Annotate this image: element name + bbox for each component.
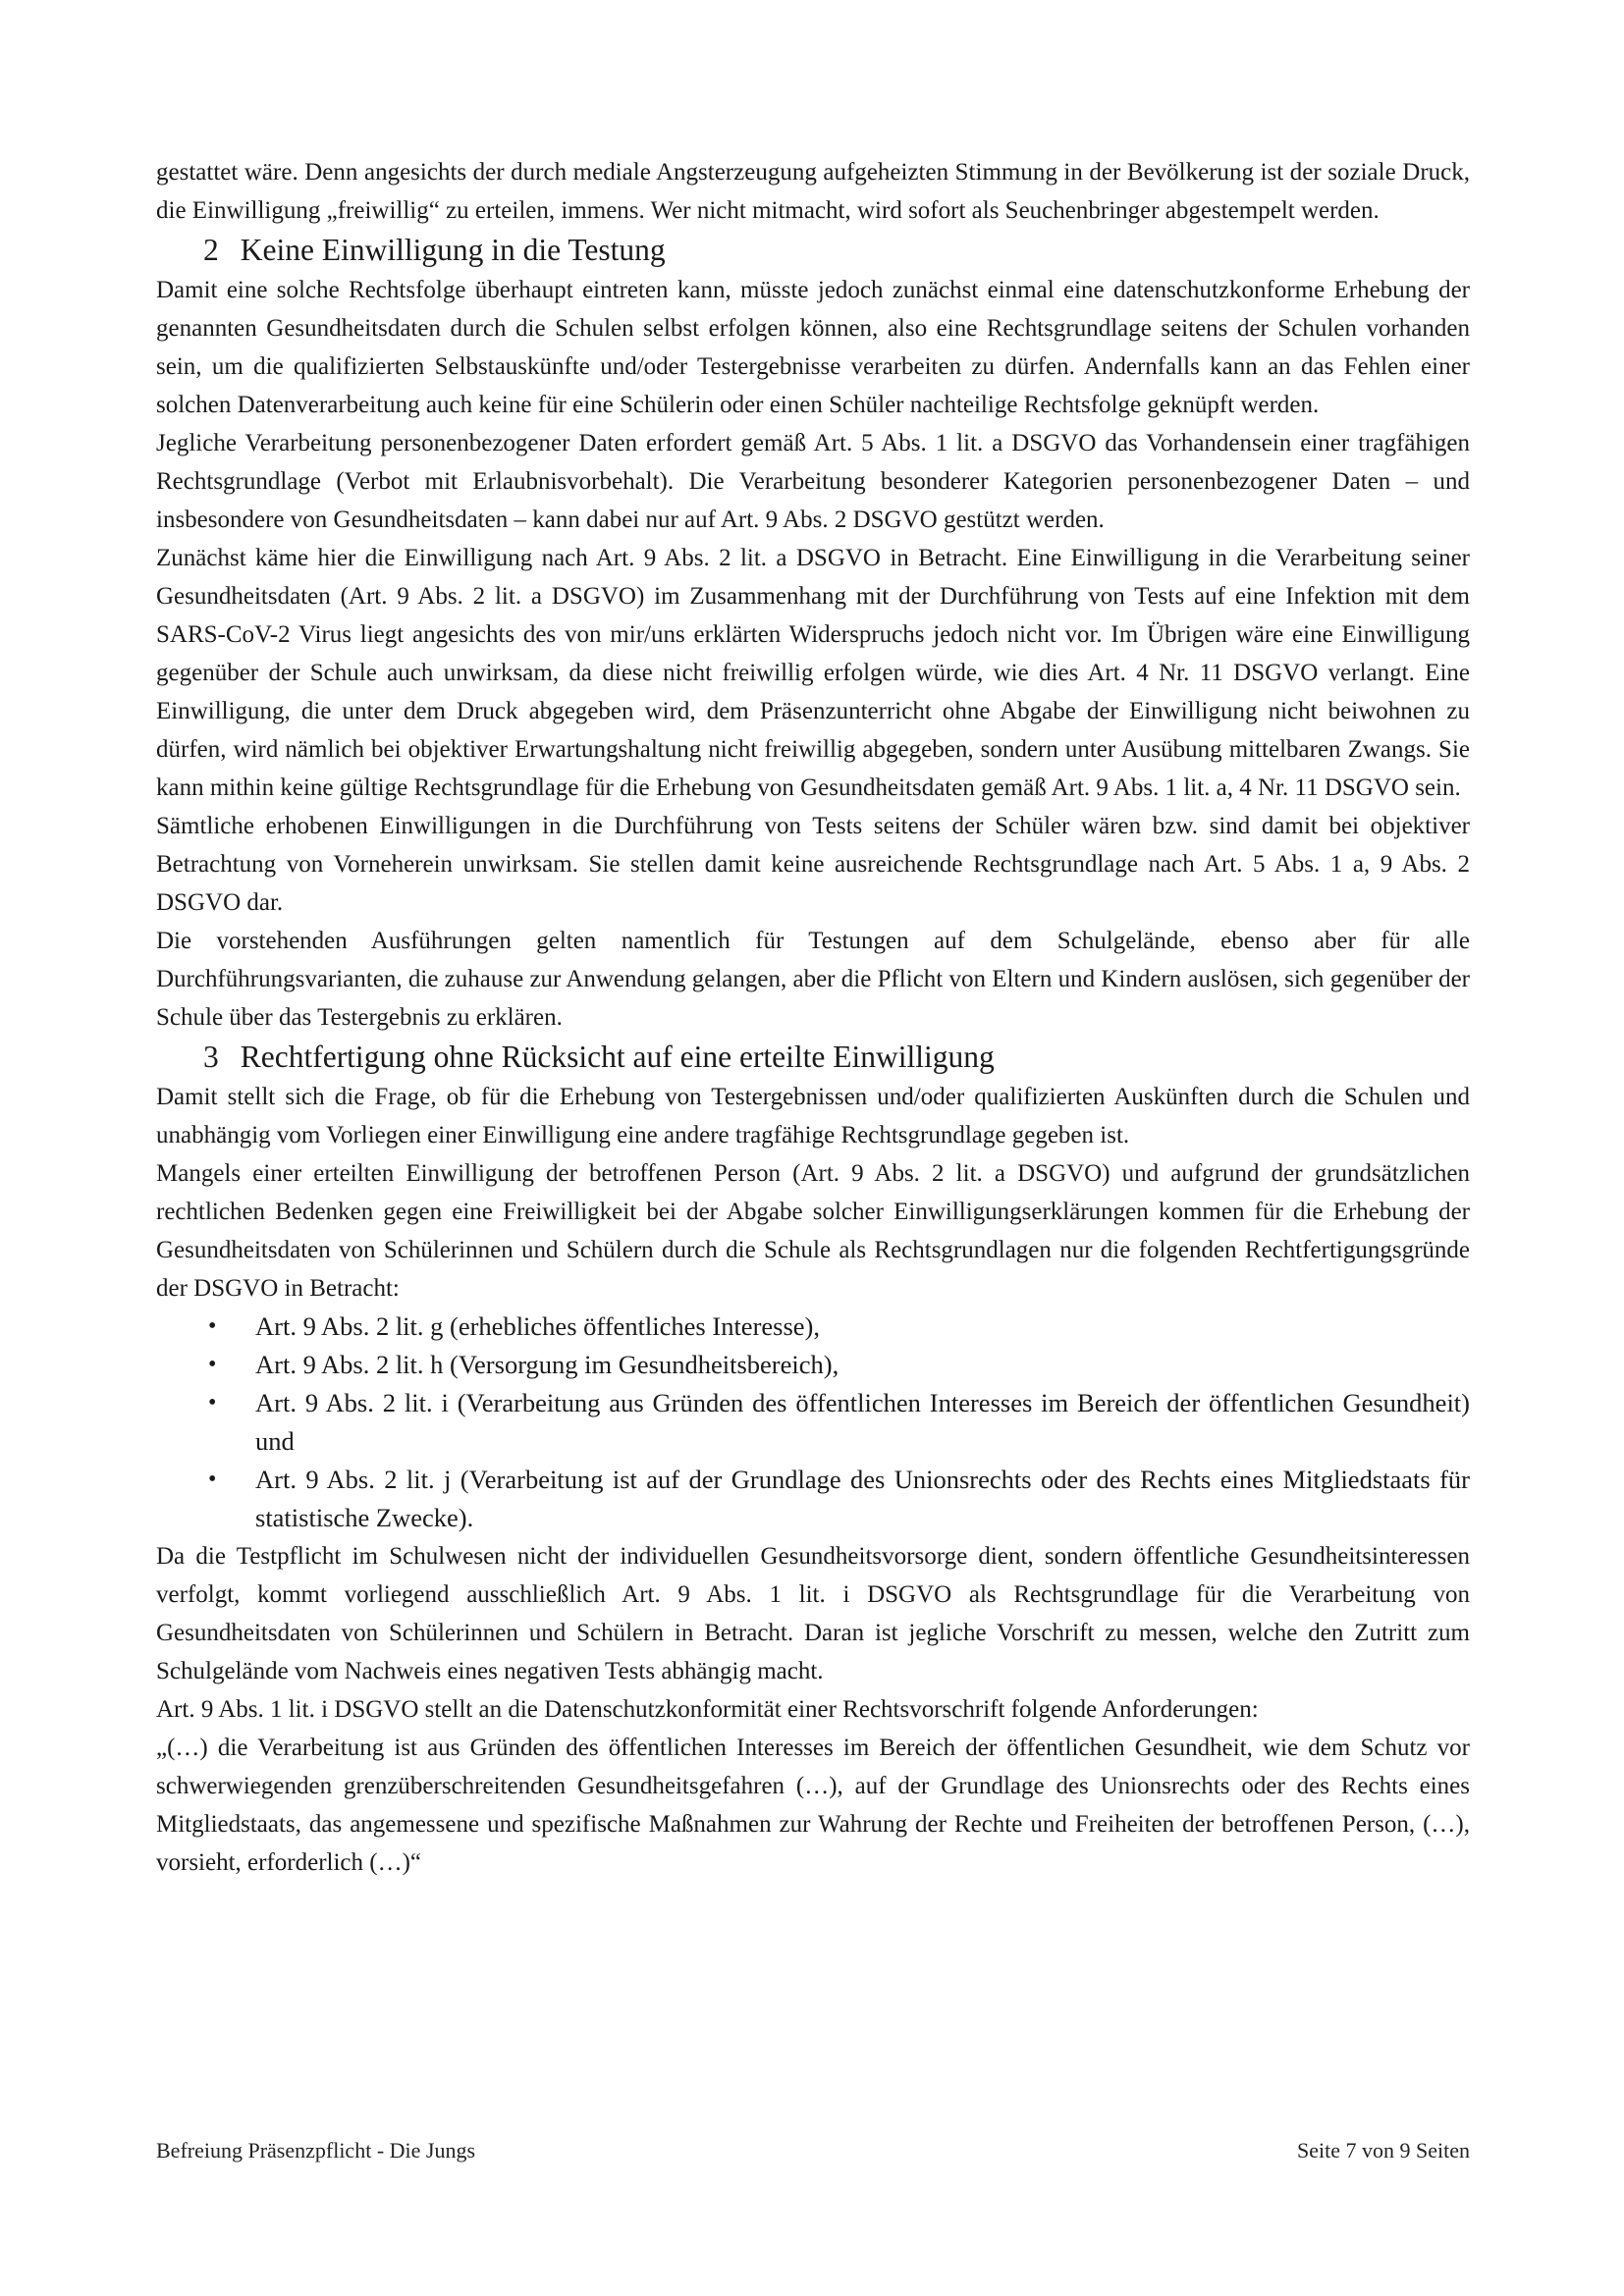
paragraph: Mangels einer erteilten Einwilligung der betroffenen Person (Art. 9 Abs. 2 lit. a DSGVO) und aufgrund der grundsätzlichen rechtlichen Bedenken gegen eine Freiwilligkeit bei der Abgabe solcher Einwilligungserklärungen kommen für die Erhebung der Gesundheitsdaten von Schülerinnen und Schülern durch die Schule als Rechtsgrundlagen nur die folgenden Rechtfertigungsgründe der DSGVO in Betracht:: [156, 1160, 1470, 1302]
list-item: • Art. 9 Abs. 2 lit. i (Verarbeitung aus Gründen des öffentlichen Interesses im Bereich der öffentlichen Gesundheit) und: [156, 1384, 1470, 1461]
paragraph: Sämtliche erhobenen Einwilligungen in die Durchführung von Tests seitens der Schüler wären bzw. sind damit bei objektiver Betrachtung von Vorneherein unwirksam. Sie stellen damit keine ausreichende Rechtsgrundlage nach Art. 5 Abs. 1 a, 9 Abs. 2 DSGVO dar.: [156, 813, 1470, 916]
page-footer: [156, 2136, 1470, 2165]
page-body: [156, 153, 1470, 1882]
paragraph: Art. 9 Abs. 1 lit. i DSGVO stellt an die Datenschutzkonformität einer Rechtsvorschrift folgende Anforderungen:: [156, 1696, 1259, 1723]
list-item: • Art. 9 Abs. 2 lit. g (erhebliches öffentliches Interesse),: [156, 1308, 1470, 1346]
section-title: Rechtfertigung ohne Rücksicht auf eine erteilte Einwilligung: [240, 1040, 995, 1074]
section-title: Keine Einwilligung in die Testung: [240, 233, 666, 267]
list-item: • Art. 9 Abs. 2 lit. j (Verarbeitung ist auf der Grundlage des Unionsrechts oder des Rechts eines Mitgliedstaats für statistische Zwecke).: [156, 1461, 1470, 1537]
paragraph: Zunächst käme hier die Einwilligung nach Art. 9 Abs. 2 lit. a DSGVO in Betracht. Eine Einwilligung in die Verarbeitung seiner Gesundheitsdaten (Art. 9 Abs. 2 lit. a DSGVO) im Zusammenhang mit der Durchführung von Tests auf eine Infektion mit dem SARS-CoV-2 Virus liegt angesichts des von mir/uns erklärten Widerspruchs jedoch nicht vor. Im Übrigen wäre eine Einwilligung gegenüber der Schule auch unwirksam, da diese nicht freiwillig erfolgen würde, wie dies Art. 4 Nr. 11 DSGVO verlangt. Eine Einwilligung, die unter dem Druck abgegeben wird, dem Präsenzunterricht ohne Abgabe der Einwilligung nicht beiwohnen zu dürfen, wird nämlich bei objektiver Erwartungshaltung nicht freiwillig abgegeben, sondern unter Ausübung mittelbaren Zwangs. Sie kann mithin keine gültige Rechtsgrundlage für die Erhebung von Gesundheitsdaten gemäß Art. 9 Abs. 1 lit. a, 4 Nr. 11 DSGVO sein.: [156, 545, 1470, 801]
paragraph: gestattet wäre. Denn angesichts der durch mediale Angsterzeugung aufgeheizten Stimmung in der Bevölkerung ist der soziale Druck, die Einwilligung „freiwillig“ zu erteilen, immens. Wer nicht mitmacht, wird sofort als Seuchenbringer abgestempelt werden.: [156, 159, 1470, 224]
bullet-icon: •: [208, 1390, 217, 1415]
section-heading-3: [156, 1037, 1470, 1078]
section-number: 3: [203, 1040, 219, 1074]
bullet-icon: •: [208, 1467, 217, 1492]
legal-basis-list: [156, 1308, 1470, 1537]
quote-paragraph: „(…) die Verarbeitung ist aus Gründen des öffentlichen Interesses im Bereich der öffentlichen Gesundheit, wie dem Schutz vor schwerwiegenden grenzüberschreitenden Gesundheitsgefahren (…), auf der Grundlage des Unionsrechts oder des Rechts eines Mitgliedstaats, das angemessene und spezifische Maßnahmen zur Wahrung der Rechte und Freiheiten der betroffenen Person, (…), vorsieht, erforderlich (…)“: [156, 1735, 1470, 1876]
list-item: • Art. 9 Abs. 2 lit. h (Versorgung im Gesundheitsbereich),: [156, 1346, 1470, 1384]
paragraph: Jegliche Verarbeitung personenbezogener Daten erfordert gemäß Art. 5 Abs. 1 lit. a DSGVO das Vorhandensein einer tragfähigen Rechtsgrundlage (Verbot mit Erlaubnisvorbehalt). Die Verarbeitung besonderer Kategorien personenbezogener Daten – und insbesondere von Gesundheitsdaten – kann dabei nur auf Art. 9 Abs. 2 DSGVO gestützt werden.: [156, 430, 1470, 533]
section-heading-2: [156, 230, 1470, 271]
page-number: Seite 7 von 9 Seiten: [1297, 2138, 1470, 2163]
paragraph: Damit stellt sich die Frage, ob für die Erhebung von Testergebnissen und/oder qualifizierten Auskünften durch die Schulen und unabhängig vom Vorliegen einer Einwilligung eine andere tragfähige Rechtsgrundlage gegeben ist.: [156, 1084, 1470, 1148]
footer-title: Befreiung Präsenzpflicht - Die Jungs: [156, 2138, 476, 2163]
bullet-icon: •: [208, 1352, 217, 1377]
paragraph: Da die Testpflicht im Schulwesen nicht der individuellen Gesundheitsvorsorge dient, sondern öffentliche Gesundheitsinteressen verfolgt, kommt vorliegend ausschließlich Art. 9 Abs. 1 lit. i DSGVO als Rechtsgrundlage für die Verarbeitung von Gesundheitsdaten von Schülerinnen und Schülern in Betracht. Daran ist jegliche Vorschrift zu messen, welche den Zutritt zum Schulgelände vom Nachweis eines negativen Tests abhängig macht.: [156, 1543, 1470, 1684]
bullet-icon: •: [208, 1313, 217, 1339]
section-number: 2: [203, 233, 219, 267]
paragraph: Die vorstehenden Ausführungen gelten namentlich für Testungen auf dem Schulgelände, ebenso aber für alle Durchführungsvarianten, die zuhause zur Anwendung gelangen, aber die Pflicht von Eltern und Kindern auslösen, sich gegenüber der Schule über das Testergebnis zu erklären.: [156, 928, 1470, 1031]
paragraph: Damit eine solche Rechtsfolge überhaupt eintreten kann, müsste jedoch zunächst einmal eine datenschutzkonforme Erhebung der genannten Gesundheitsdaten durch die Schulen selbst erfolgen können, also eine Rechtsgrundlage seitens der Schulen vorhanden sein, um die qualifizierten Selbstauskünfte und/oder Testergebnisse verarbeiten zu dürfen. Andernfalls kann an das Fehlen einer solchen Datenverarbeitung auch keine für eine Schülerin oder einen Schüler nachteilige Rechtsfolge geknüpft werden.: [156, 277, 1470, 418]
